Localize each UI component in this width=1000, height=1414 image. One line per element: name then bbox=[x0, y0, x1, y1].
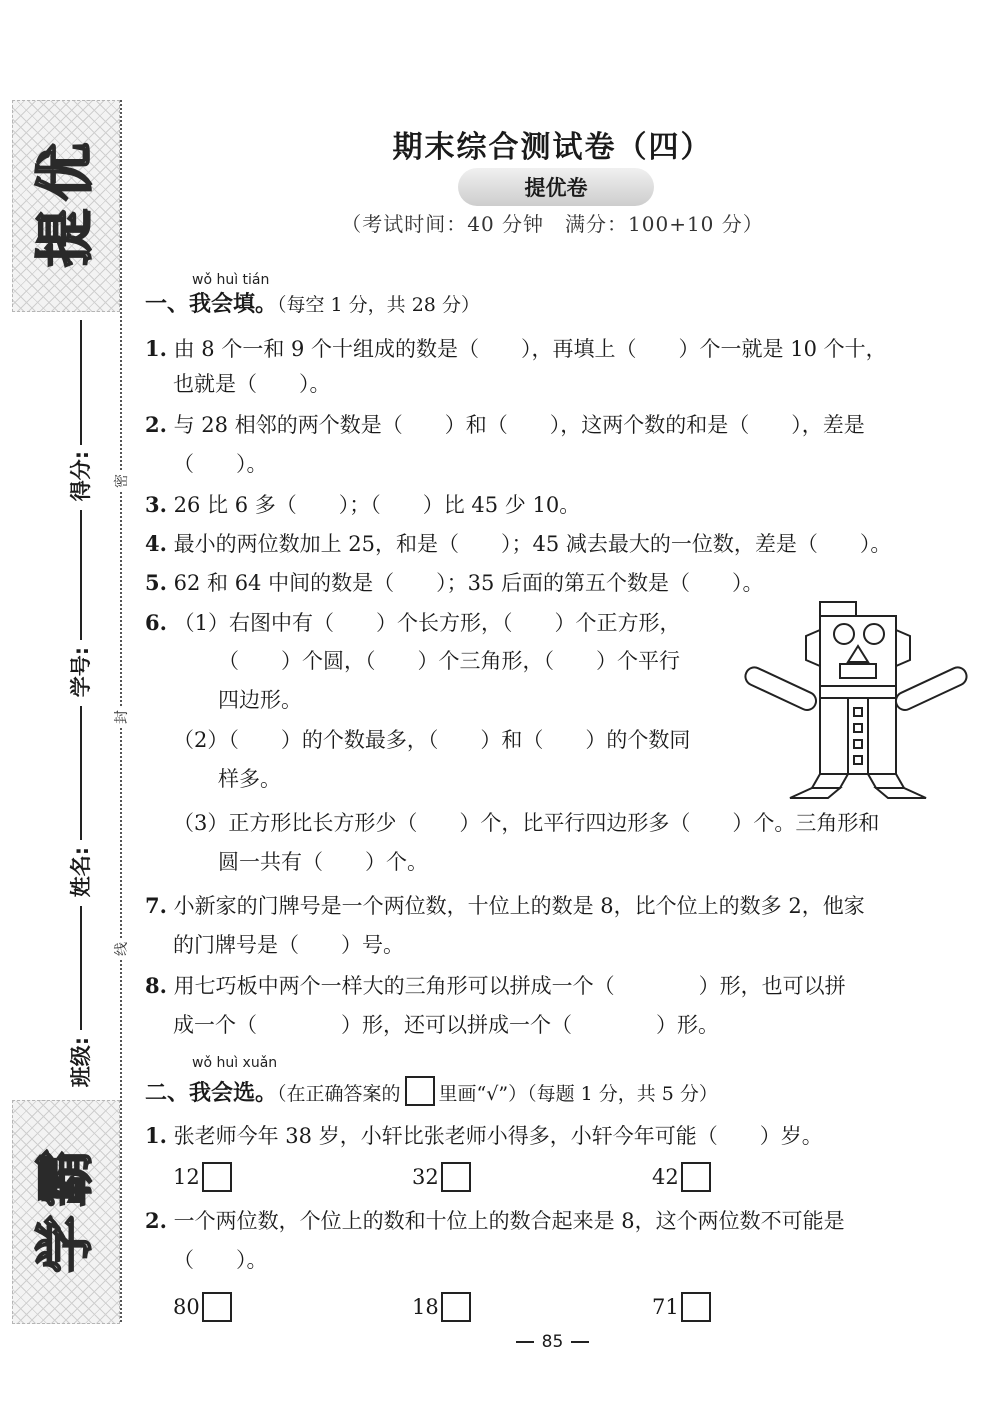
robot-figure bbox=[740, 600, 972, 800]
q6-line-3: 四边形。 bbox=[218, 688, 302, 712]
checkbox[interactable] bbox=[202, 1292, 232, 1322]
seal-char-xian: 线 bbox=[110, 938, 132, 960]
section1-heading bbox=[145, 292, 480, 318]
class-label: 班级: bbox=[69, 1036, 93, 1088]
robot-right-foot-top bbox=[868, 774, 904, 788]
q4-line: 4. 最小的两位数加上 25，和是（ ）；45 减去最大的一位数，差是（ ）。 bbox=[145, 531, 892, 556]
q6-line-2: （ ）个圆，（ ）个三角形，（ ）个平行 bbox=[218, 649, 680, 673]
s2-q2-line-2: （ ）。 bbox=[173, 1248, 268, 1272]
q6-line-7: 圆一共有（ ）个。 bbox=[218, 850, 428, 874]
robot-right-eye bbox=[864, 624, 884, 644]
robot-right-ear bbox=[896, 630, 910, 666]
s2-q2-option-b[interactable]: 18 bbox=[412, 1292, 471, 1322]
q6-line-5: 样多。 bbox=[218, 767, 281, 791]
score-line bbox=[80, 320, 82, 445]
robot-antenna bbox=[820, 602, 856, 616]
number-name-line bbox=[80, 706, 82, 840]
brand-top bbox=[12, 100, 118, 310]
s2-q2-option-a[interactable]: 80 bbox=[173, 1292, 232, 1322]
checkbox[interactable] bbox=[202, 1162, 232, 1192]
s2-q1-option-b[interactable]: 32 bbox=[412, 1162, 471, 1192]
section2-title: 二、我会选。 bbox=[145, 1081, 278, 1106]
robot-left-arm bbox=[742, 664, 818, 712]
robot-left-foot-top bbox=[812, 774, 848, 788]
q8-line-1: 8. 用七巧板中两个一样大的三角形可以拼成一个（ ）形，也可以拼 bbox=[145, 973, 846, 998]
checkbox[interactable] bbox=[681, 1292, 711, 1322]
footer-dash-right bbox=[571, 1341, 589, 1343]
q7-line-1: 7. 小新家的门牌号是一个两位数，十位上的数是 8，比个位上的数多 2，他家 bbox=[145, 893, 865, 918]
subtitle-badge: 提优卷 bbox=[458, 168, 654, 206]
section2-pinyin: wǒ huì xuǎn bbox=[192, 1055, 278, 1071]
robot-left-foot bbox=[790, 788, 840, 798]
exam-info: （考试时间：40 分钟 满分：100+10 分） bbox=[341, 212, 764, 236]
q1-line-1: 1. 由 8 个一和 9 个十组成的数是（ ），再填上（ ）个一就是 10 个十， bbox=[145, 336, 887, 361]
student-number-label: 学号: bbox=[69, 646, 93, 698]
section2-heading: 二、我会选。（在正确答案的 里画“√”）（每题 1 分，共 5 分） bbox=[145, 1076, 718, 1107]
robot-neck bbox=[820, 686, 896, 698]
brand-top-char-1: 优 bbox=[30, 142, 99, 202]
q7-line-2: 的门牌号是（ ）号。 bbox=[173, 933, 404, 957]
checkbox[interactable] bbox=[441, 1292, 471, 1322]
score-number-line bbox=[80, 510, 82, 640]
checkbox[interactable] bbox=[681, 1162, 711, 1192]
s2-q2-line-1: 2. 一个两位数，个位上的数和十位上的数合起来是 8，这个两位数不可能是 bbox=[145, 1208, 845, 1233]
section1-title: 一、我会填。 bbox=[145, 292, 278, 317]
q2-line-2: （ ）。 bbox=[173, 452, 268, 476]
s2-q1-option-c[interactable]: 42 bbox=[652, 1162, 711, 1192]
name-class-line bbox=[80, 906, 82, 1030]
robot-left-eye bbox=[834, 624, 854, 644]
brand-bottom-char-1: 霸 bbox=[30, 1148, 99, 1208]
section1-note: （每空 1 分，共 28 分） bbox=[277, 294, 480, 316]
seal-char-mi: 密 bbox=[110, 470, 132, 492]
robot-right-foot bbox=[876, 788, 926, 798]
score-label: 得分: bbox=[69, 450, 93, 502]
name-label: 姓名: bbox=[69, 846, 93, 898]
section1-pinyin: wǒ huì tián bbox=[192, 272, 270, 288]
robot-left-ear bbox=[806, 630, 820, 666]
seal-char-feng: 封 bbox=[110, 706, 132, 728]
checkbox[interactable] bbox=[441, 1162, 471, 1192]
s2-q1-option-a[interactable]: 12 bbox=[173, 1162, 232, 1192]
page-title: 期末综合测试卷（四） bbox=[392, 130, 713, 165]
q1-line-2: 也就是（ ）。 bbox=[173, 372, 331, 396]
answer-box-icon bbox=[405, 1076, 435, 1106]
robot-right-arm bbox=[893, 664, 969, 712]
s2-q2-option-c[interactable]: 71 bbox=[652, 1292, 711, 1322]
brand-bottom-char-0: 学 bbox=[30, 1214, 99, 1274]
robot-mouth bbox=[840, 664, 876, 678]
s2-q1-line: 1. 张老师今年 38 岁，小轩比张老师小得多，小轩今年可能（ ）岁。 bbox=[145, 1123, 823, 1148]
q8-line-2: 成一个（ ）形，还可以拼成一个（ ）形。 bbox=[173, 1013, 719, 1037]
page-footer bbox=[140, 1332, 965, 1352]
q3-line: 3. 26 比 6 多（ ）；（ ）比 45 少 10。 bbox=[145, 492, 581, 517]
q5-line: 5. 62 和 64 中间的数是（ ）；35 后面的第五个数是（ ）。 bbox=[145, 570, 764, 595]
q6-line-6: （3）正方形比长方形少（ ）个，比平行四边形多（ ）个。三角形和 bbox=[173, 811, 880, 835]
q6-line-4: （2）（ ）的个数最多，（ ）和（ ）的个数同 bbox=[173, 728, 691, 752]
q2-line-1: 2. 与 28 相邻的两个数是（ ）和（ ），这两个数的和是（ ），差是 bbox=[145, 412, 865, 437]
brand-bottom bbox=[12, 1100, 118, 1322]
page-number: 85 bbox=[541, 1332, 564, 1352]
footer-dash-left bbox=[516, 1341, 534, 1343]
q6-line-1: 6. （1）右图中有（ ）个长方形，（ ）个正方形， bbox=[145, 610, 681, 635]
brand-top-char-0: 提 bbox=[30, 208, 99, 268]
